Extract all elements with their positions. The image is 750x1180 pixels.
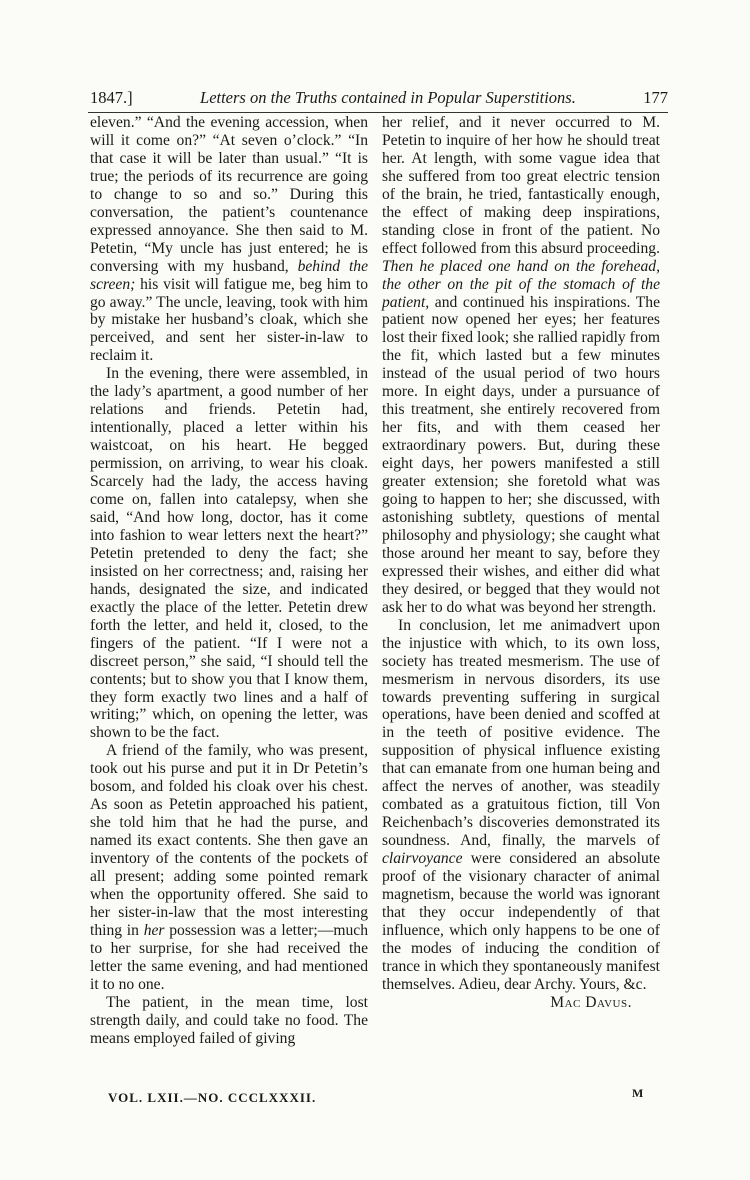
left-paragraph-1: eleven.” “And the evening accession, when will it come on?” “At seven o’clock.” “In that case it will be later than usual.” “It is true; the periods of its recurrence are going to change to so and so.” During this conversation, the patient’s countenance expressed annoyance. She then said to M. Petetin, “My uncle has just entered; he is conversing with my husband, behind the screen; his visit will fatigue me, beg him to go away.” The uncle, leaving, took with him by mistake her husband’s cloak, which she perceived, and sent her sister-in-law to reclaim it. bbox=[90, 114, 368, 365]
signature-mark: M bbox=[632, 1086, 644, 1100]
left-column bbox=[90, 114, 368, 1048]
volume-footer: VOL. LXII.—NO. CCCLXXXII. bbox=[108, 1090, 317, 1105]
right-paragraph-1: her relief, and it never occurred to M. Petetin to inquire of her how he should treat her. At length, with some vague idea that she suffered from too great electric tension of the brain, he tried, fantastically enough, the effect of making deep inspirations, standing close in front of the patient. No effect followed from this absurd proceeding. Then he placed one hand on the forehead, the other on the pit of the stomach of the patient, and continued his inspirations. The patient now opened her eyes; her features lost their fixed look; she rallied rapidly from the fit, which lasted but a few minutes instead of the usual period of two hours more. In eight days, under a pursuance of this treatment, she entirely recovered from her fits, and with them ceased her extraordinary powers. But, during these eight days, her powers manifested a still greater extension; she foretold what was going to happen to her; she discussed, with astonishing subtlety, questions of mental philosophy and physiology; she caught what those around her meant to say, before they expressed their wishes, and either did what they desired, or begged that they would not ask her to do what was beyond her strength. bbox=[382, 114, 660, 616]
left-paragraph-2: In the evening, there were assembled, in the lady’s apartment, a good number of her relations and friends. Petetin had, intentionally, placed a letter within his waistcoat, on his heart. He begged permission, on arriving, to wear his cloak. Scarcely had the lady, the access having come on, fallen into catalepsy, when she said, “And how long, doctor, has it come into fashion to wear letters next the heart?” Petetin pretended to deny the fact; she insisted on her correctness; and, raising her hands, designated the size, and indicated exactly the place of the letter. Petetin drew forth the letter, and held it, closed, to the fingers of the patient. “If I were not a discreet person,” she said, “I should tell the contents; but to show you that I know them, they form exactly two lines and a half of writing;” which, on opening the letter, was shown to be the fact. bbox=[90, 365, 368, 742]
header-year: 1847.] bbox=[90, 88, 133, 107]
page-number: 177 bbox=[643, 88, 668, 107]
right-paragraph-2: In conclusion, let me animadvert upon the injustice with which, to its own loss, society has treated mesmerism. The use of mesmerism in nervous disorders, its use towards preventing suffering in surgical operations, have been denied and scoffed at in the teeth of positive evidence. The supposition of physical influence existing that can emanate from one human being and affect the nerves of another, was steadily combated as a gratuitous fiction, till Von Reichenbach’s discoveries demonstrated its soundness. And, finally, the marvels of clairvoyance were considered an absolute proof of the visionary character of animal magnetism, because the world was ignorant that they occur independently of that influence, which only happens to be one of the modes of inducing the condition of trance in which they spontaneously manifest themselves. Adieu, dear Archy. Yours, &c. bbox=[382, 616, 660, 993]
header-title: Letters on the Truths contained in Popular Superstitions. bbox=[200, 88, 576, 107]
right-column bbox=[382, 114, 660, 1012]
running-head bbox=[90, 88, 668, 112]
header-rule bbox=[88, 112, 668, 113]
author-signature: Mac Davus. bbox=[550, 993, 632, 1011]
left-paragraph-3: A friend of the family, who was present, took out his purse and put it in Dr Petetin’s bosom, and folded his cloak over his chest. As soon as Petetin approached his patient, she told him that he had the purse, and named its exact contents. She then gave an inventory of the contents of the pockets of all present; adding some pointed remark when the opportunity offered. She said to her sister-in-law that the most interesting thing in her possession was a letter;—much to her surprise, for she had received the letter the same evening, and had mentioned it to no one. bbox=[90, 742, 369, 993]
left-paragraph-4: The patient, in the mean time, lost strength daily, and could take no food. The means employed failed of giving bbox=[90, 993, 368, 1047]
